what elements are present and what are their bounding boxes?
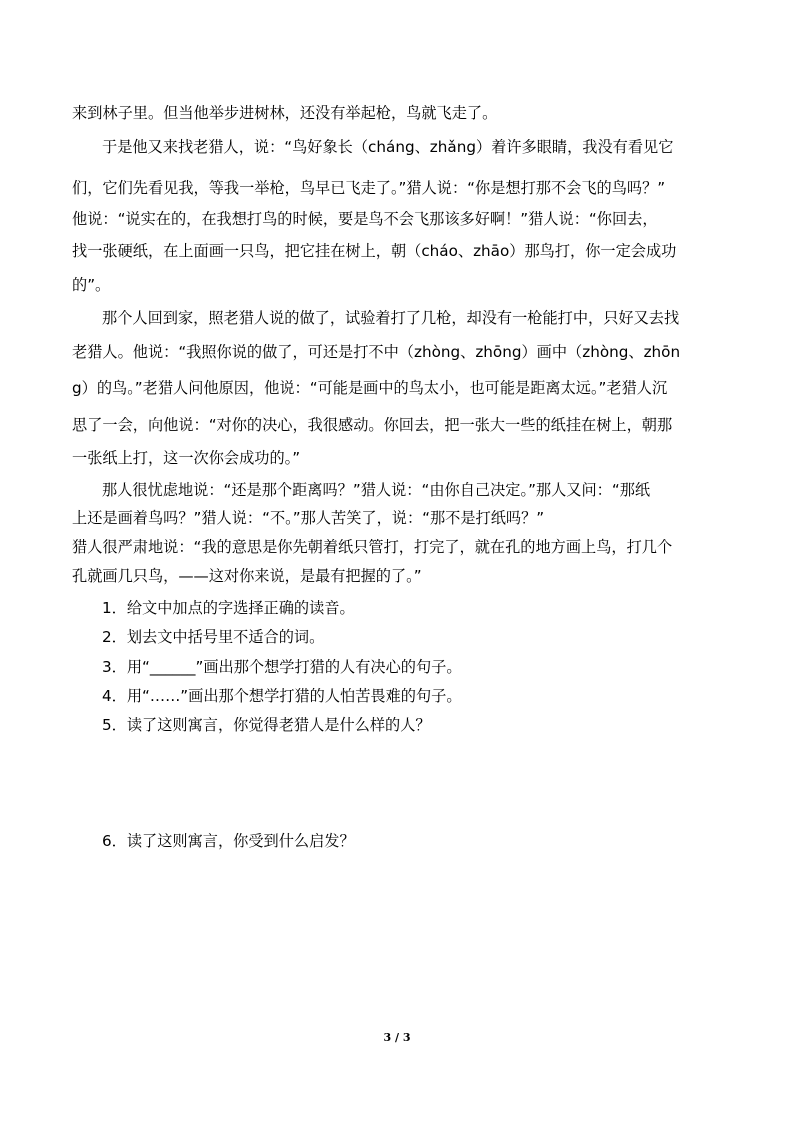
text-line: 他说：“说实在的，在我想打鸟的时候，要是鸟不会飞那该多好啊！”猎人说：“你回去， xyxy=(72,210,658,228)
question-3: 3．用“______”画出那个想学打猎的人有决心的句子。 xyxy=(102,658,462,676)
text-line: 们，它们先看见我，等我一举枪，鸟早已飞走了。”猎人说：“你是想打那不会飞的鸟吗？” xyxy=(72,179,666,197)
text-line: 上还是画着鸟吗？”猎人说：“不。”那人苦笑了，说：“那不是打纸吗？” xyxy=(72,509,545,527)
text-line: 思了一会，向他说：“对你的决心，我很感动。你回去，把一张大一些的纸挂在树上，朝那 xyxy=(72,416,673,434)
question-2: 2．划去文中括号里不适合的词。 xyxy=(102,628,325,646)
text-line: 那人很忧虑地说：“还是那个距离吗？”猎人说：“由你自己决定。”那人又问：“那纸 xyxy=(102,481,651,499)
question-4: 4．用“……”画出那个想学打猎的人怕苦畏难的句子。 xyxy=(102,687,462,705)
page-number: 3 / 3 xyxy=(383,1031,411,1044)
text-line: 一张纸上打，这一次你会成功的。” xyxy=(72,449,301,467)
text-line: 孔就画几只鸟，——这对你来说，是最有把握的了。” xyxy=(72,567,422,585)
question-5: 5．读了这则寓言，你觉得老猎人是什么样的人？ xyxy=(102,716,431,734)
text-line: 于是他又来找老猎人，说：“鸟好象长（cháng、zhǎng）着许多眼睛，我没有看见它 xyxy=(102,138,674,156)
text-line: g）的鸟。”老猎人问他原因，他说：“可能是画中的鸟太小，也可能是距离太远。”老猎人沉 xyxy=(72,379,668,397)
text-line: 来到林子里。但当他举步进树林，还没有举起枪，鸟就飞走了。 xyxy=(72,104,498,122)
text-line: 猎人很严肃地说：“我的意思是你先朝着纸只管打，打完了，就在孔的地方画上鸟，打几个 xyxy=(72,538,673,556)
question-1: 1．给文中加点的字选择正确的读音。 xyxy=(102,599,355,617)
text-line: 老猎人。他说：“我照你说的做了，可还是打不中（zhòng、zhōng）画中（zhòng、zhōn xyxy=(72,343,681,361)
text-line: 找一张硬纸，在上面画一只鸟，把它挂在树上，朝（cháo、zhāo）那鸟打，你一定会成功 xyxy=(72,242,677,260)
text-line: 的”。 xyxy=(72,276,111,294)
text-line: 那个人回到家，照老猎人说的做了，试验着打了几枪，却没有一枪能打中，只好又去找 xyxy=(102,309,680,327)
question-6: 6．读了这则寓言，你受到什么启发？ xyxy=(102,832,355,850)
